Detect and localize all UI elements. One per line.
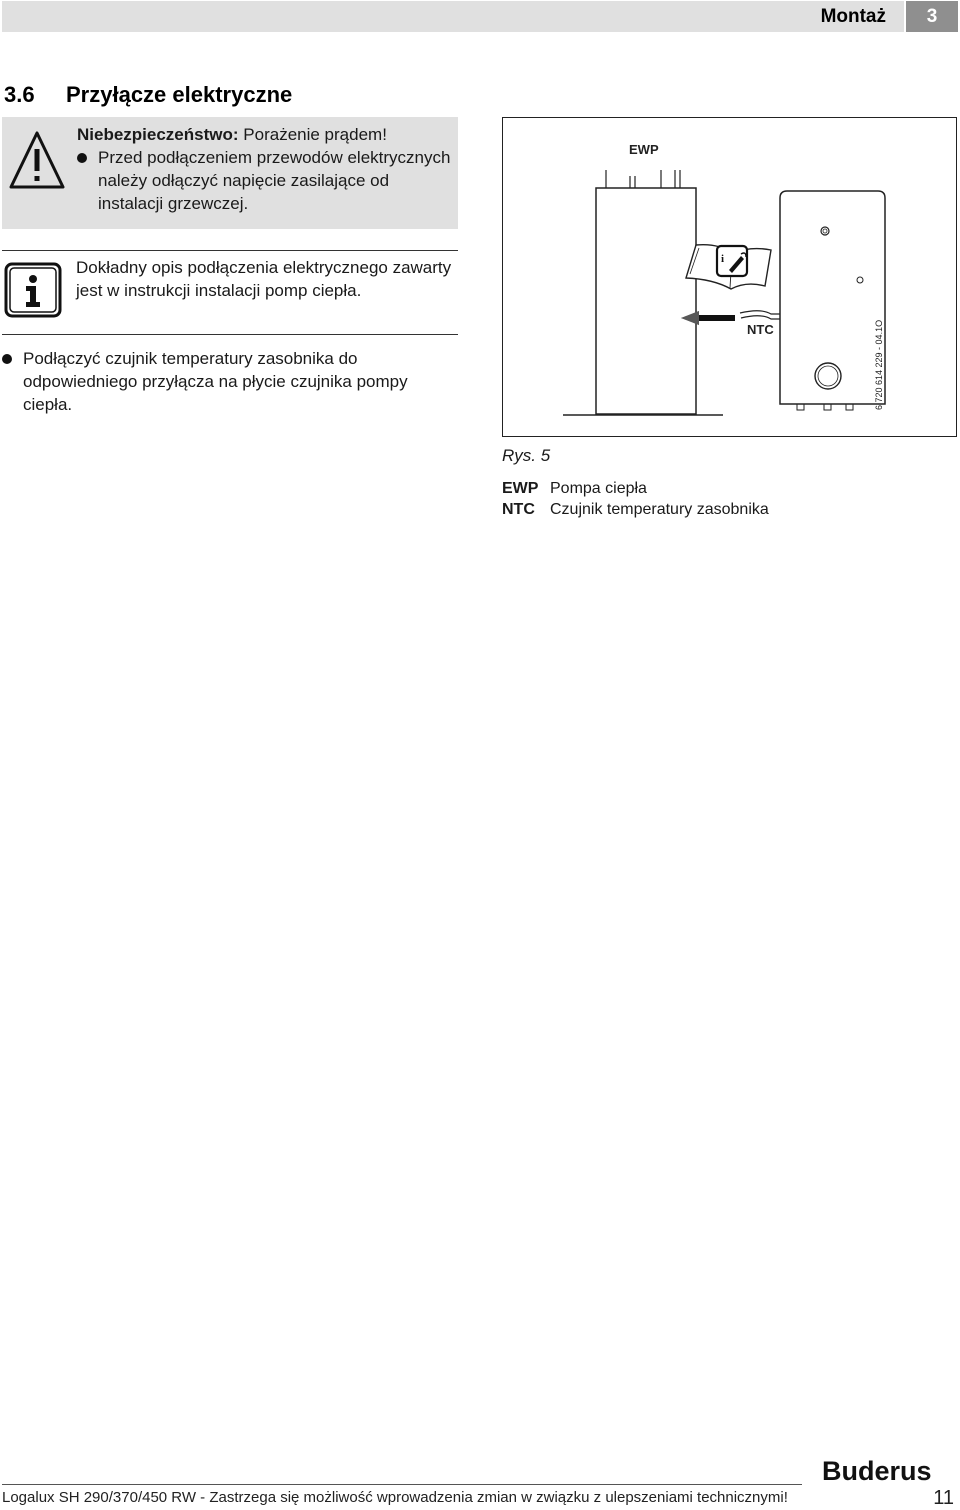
figure-code: 6 720 614 229 - 04.1O bbox=[874, 319, 884, 410]
brand-logo: Buderus bbox=[822, 1456, 932, 1486]
warning-box bbox=[2, 117, 458, 229]
heat-pump-unit bbox=[596, 170, 696, 414]
footer-rule bbox=[2, 1484, 802, 1485]
footer-text: Logalux SH 290/370/450 RW - Zastrzega się możliwość wprowadzenia zmian w związku z ulepszeniami technicznymi! bbox=[2, 1489, 788, 1506]
legend-key: EWP bbox=[502, 480, 539, 497]
legend-value: Czujnik temperatury zasobnika bbox=[550, 501, 769, 518]
info-icon bbox=[4, 262, 62, 323]
storage-tank bbox=[780, 191, 885, 410]
header-title: Montaż bbox=[820, 6, 886, 27]
legend-value: Pompa ciepła bbox=[550, 480, 647, 497]
figure-drawing bbox=[503, 118, 958, 438]
warning-bullet-text: Przed podłączeniem przewodów elektrycznych należy odłączyć napięcie zasilające od instalacji grzewczej. bbox=[98, 148, 451, 213]
divider-bottom bbox=[2, 334, 458, 335]
warning-label: Niebezpieczeństwo: bbox=[77, 125, 239, 144]
label-ewp: EWP bbox=[629, 142, 659, 157]
section-number: 3.6 bbox=[4, 82, 35, 107]
header-bar bbox=[2, 1, 904, 32]
manual-book-icon bbox=[686, 245, 771, 289]
instruction bbox=[2, 347, 460, 416]
warning-bullet bbox=[77, 146, 452, 215]
divider-top bbox=[2, 250, 458, 251]
section-heading bbox=[4, 82, 292, 108]
bullet-icon bbox=[77, 153, 87, 163]
svg-text:i: i bbox=[721, 253, 725, 265]
figure-frame bbox=[502, 117, 957, 437]
legend-row bbox=[502, 499, 769, 520]
page-number: 11 bbox=[933, 1487, 954, 1509]
info-text: Dokładny opis podłączenia elektrycznego zawarty jest w instrukcji instalacji pomp ciepła. bbox=[76, 258, 452, 300]
figure-legend bbox=[502, 478, 769, 520]
ntc-cable bbox=[740, 311, 780, 319]
section-title: Przyłącze elektryczne bbox=[66, 82, 293, 107]
label-ntc: NTC bbox=[747, 322, 774, 337]
bullet-icon bbox=[2, 354, 12, 364]
legend-key: NTC bbox=[502, 501, 535, 518]
warning-text bbox=[77, 123, 452, 215]
instruction-text: Podłączyć czujnik temperatury zasobnika do odpowiedniego przyłącza na płycie czujnika pompy ciepła. bbox=[23, 349, 408, 414]
warning-triangle-icon bbox=[8, 129, 66, 196]
instruction-bullet bbox=[2, 347, 460, 416]
chapter-number: 3 bbox=[906, 1, 958, 32]
figure-caption: Rys. 5 bbox=[502, 446, 551, 465]
legend-row bbox=[502, 478, 769, 499]
warning-summary: Porażenie prądem! bbox=[243, 125, 387, 144]
